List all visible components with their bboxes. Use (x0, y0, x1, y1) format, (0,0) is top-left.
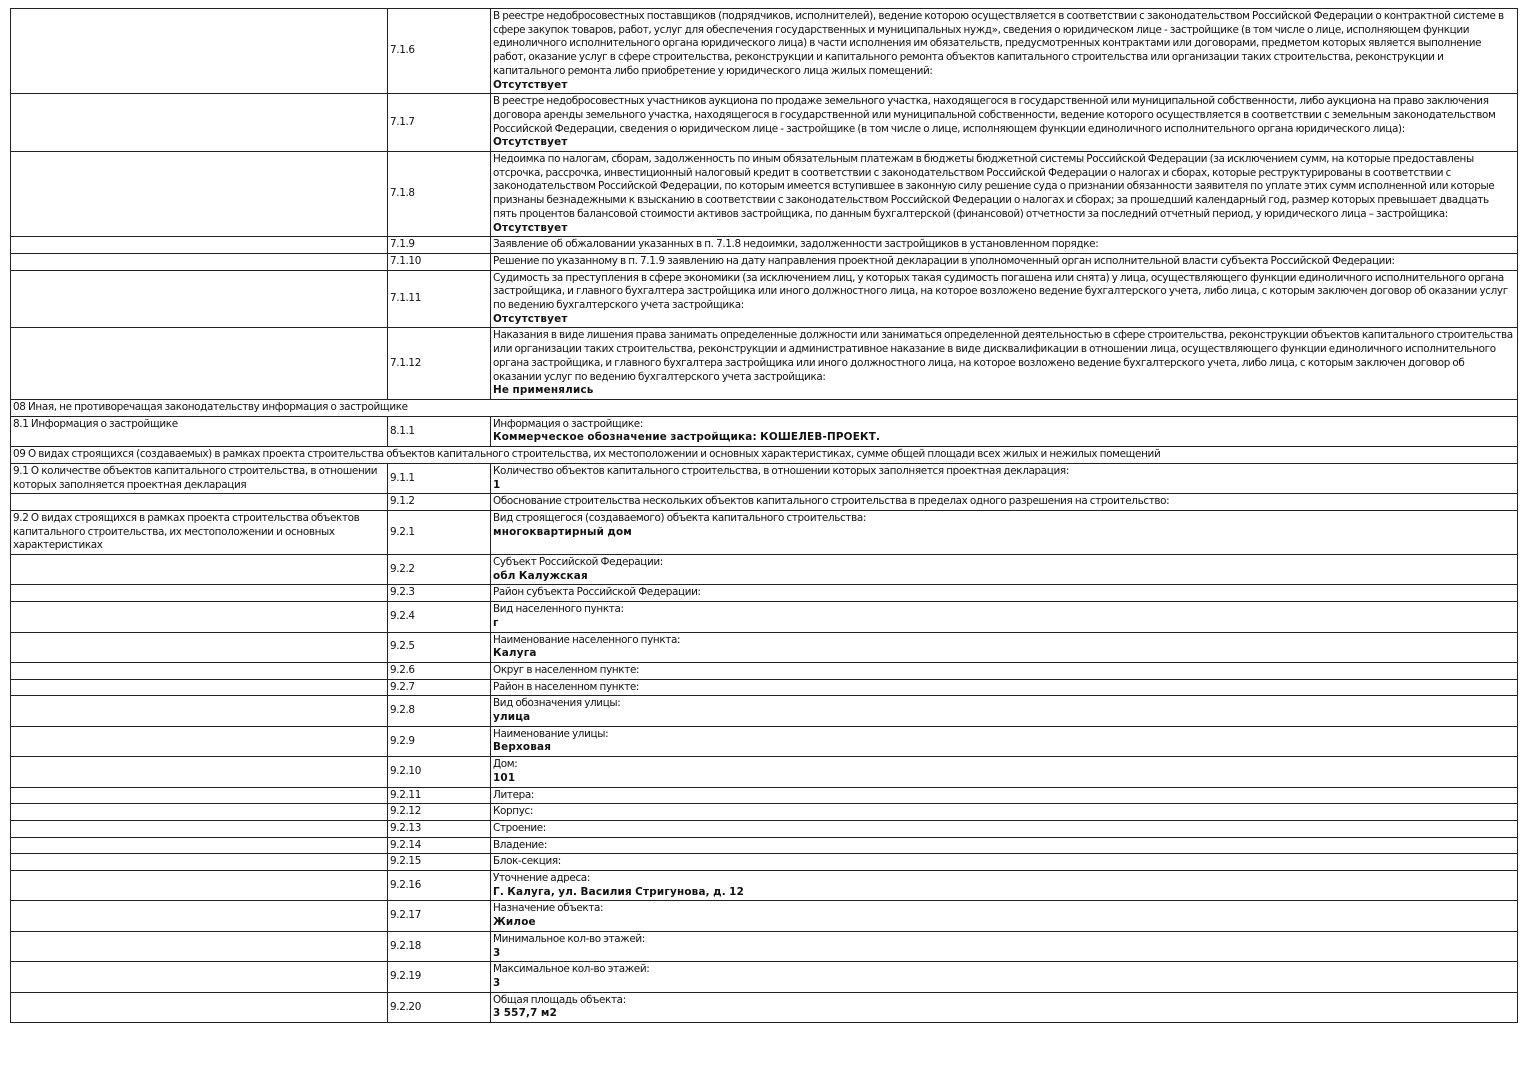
item-description: Информация о застройщике: (493, 417, 643, 430)
item-content (491, 9, 1518, 94)
table-row (11, 662, 1518, 679)
item-value: г (493, 616, 499, 629)
item-value: Калуга (493, 647, 537, 660)
item-content (491, 696, 1518, 726)
item-code: 9.2.14 (388, 837, 491, 854)
item-content (491, 328, 1518, 400)
item-description: Субъект Российской Федерации: (493, 556, 663, 569)
item-value: 3 557,7 м2 (493, 1007, 558, 1020)
table-row (11, 152, 1518, 237)
item-code: 9.2.17 (388, 901, 491, 931)
item-code: 9.2.1 (388, 510, 491, 554)
item-description: Район субъекта Российской Федерации: (493, 586, 701, 599)
subsection-label (11, 820, 388, 837)
item-content (491, 463, 1518, 493)
item-value: Жилое (493, 916, 536, 929)
table-row (11, 602, 1518, 632)
item-code: 9.1.1 (388, 463, 491, 493)
item-code: 9.2.8 (388, 696, 491, 726)
subsection-label (11, 253, 388, 270)
item-code: 7.1.6 (388, 9, 491, 94)
section-title: 09 О видах строящихся (создаваемых) в рамках проекта строительства объектов капитального строительства, их местоположении и основных характеристиках, сумме общей площади всех жилых и нежилых помещений (11, 447, 1518, 464)
table-row (11, 416, 1518, 446)
table-body (11, 9, 1518, 1023)
item-value: Не применялись (493, 384, 594, 397)
item-value: 3 (493, 977, 501, 989)
item-description: Строение: (493, 821, 546, 834)
item-description: Общая площадь объекта: (493, 993, 626, 1006)
table-row (11, 726, 1518, 756)
table-row (11, 463, 1518, 493)
item-content (491, 787, 1518, 804)
subsection-label (11, 328, 388, 400)
table-row (11, 94, 1518, 152)
item-content (491, 602, 1518, 632)
item-description: Количество объектов капитального строительства, в отношении которых заполняется проектная декларация: (493, 464, 1069, 477)
item-content (491, 253, 1518, 270)
item-content (491, 820, 1518, 837)
item-value: 101 (493, 771, 516, 784)
subsection-label (11, 962, 388, 992)
item-content (491, 416, 1518, 446)
subsection-label (11, 757, 388, 787)
item-code: 7.1.10 (388, 253, 491, 270)
item-description: Обоснование строительства нескольких объектов капитального строительства в пределах одного разрешения на строительство: (493, 495, 1170, 508)
table-row (11, 9, 1518, 94)
item-value: Коммерческое обозначение застройщика: КОШЕЛЕВ-ПРОЕКТ. (493, 431, 881, 444)
subsection-label (11, 679, 388, 696)
item-value: многоквартирный дом (493, 525, 632, 538)
subsection-label (11, 837, 388, 854)
item-code: 7.1.8 (388, 152, 491, 237)
item-content (491, 270, 1518, 328)
table-row (11, 494, 1518, 511)
item-content (491, 494, 1518, 511)
item-code: 9.2.3 (388, 585, 491, 602)
item-content (491, 901, 1518, 931)
table-row (11, 270, 1518, 328)
item-code: 9.2.15 (388, 854, 491, 871)
item-description: Недоимка по налогам, сборам, задолженность по иным обязательным платежам в бюджеты бюджетной системы Российской Федерации (за исключением сумм, на которые предоставлены отсрочка, рассрочка, инвестиционный налоговый кредит в соответствии с законодательством Российской Федерации о налогах и сборах, которые реструктурированы в соответствии с законодательством Российской Федерации, по которым имеется вступившее в законную силу решение суда о признании обязанности заявителя по уплате этих сумм исполненной или которые признаны безнадежными к взысканию в соответствии с законодательством Российской Федерации о налогах и сборах; за прошедший календарный год, размер которых превышает двадцать пять процентов балансовой стоимости активов застройщика, по данным бухгалтерской (финансовой) отчетности за последний отчетный период, у юридического лица – застройщика: (493, 153, 1495, 220)
item-value: Отсутствует (493, 312, 568, 325)
item-content (491, 837, 1518, 854)
subsection-label: 9.1 О количестве объектов капитального строительства, в отношении которых заполняется проектная декларация (11, 463, 388, 493)
subsection-label (11, 992, 388, 1022)
table-row (11, 820, 1518, 837)
item-description: Решение по указанному в п. 7.1.9 заявлению на дату направления проектной декларации в уполномоченный орган исполнительной власти субъекта Российской Федерации: (493, 254, 1395, 267)
item-code: 9.2.2 (388, 555, 491, 585)
item-description: Вид строящегося (создаваемого) объекта капитального строительства: (493, 511, 867, 524)
item-value: Отсутствует (493, 78, 568, 91)
item-content (491, 871, 1518, 901)
item-content (491, 632, 1518, 662)
subsection-label (11, 726, 388, 756)
table-row (11, 992, 1518, 1022)
table-row (11, 757, 1518, 787)
section-header-row (11, 399, 1518, 416)
subsection-label (11, 931, 388, 961)
item-description: Уточнение адреса: (493, 872, 590, 885)
item-content (491, 854, 1518, 871)
item-description: Район в населенном пункте: (493, 680, 640, 693)
item-description: Судимость за преступления в сфере экономики (за исключением лиц, у которых такая судимость погашена или снята) у лица, осуществляющего функции единоличного исполнительного органа застройщика, и главного бухгалтера застройщика или иного должностного лица, на которое возложено ведение бухгалтерского учета, либо лица, с которым заключен договор об оказании услуг по ведению бухгалтерского учета застройщика: (493, 271, 1508, 312)
item-code: 9.2.20 (388, 992, 491, 1022)
subsection-label (11, 270, 388, 328)
item-description: Наименование улицы: (493, 727, 609, 740)
item-code: 9.2.18 (388, 931, 491, 961)
table-row (11, 253, 1518, 270)
table-row (11, 696, 1518, 726)
table-row (11, 585, 1518, 602)
item-value: 3 (493, 946, 501, 959)
subsection-label (11, 9, 388, 94)
table-row (11, 679, 1518, 696)
item-content (491, 510, 1518, 554)
declaration-table (10, 8, 1518, 1023)
subsection-label (11, 94, 388, 152)
table-row (11, 854, 1518, 871)
table-row (11, 804, 1518, 821)
item-code: 7.1.11 (388, 270, 491, 328)
table-row (11, 237, 1518, 254)
table-row (11, 510, 1518, 554)
item-code: 7.1.9 (388, 237, 491, 254)
table-row (11, 871, 1518, 901)
subsection-label (11, 787, 388, 804)
item-value: Отсутствует (493, 221, 568, 234)
item-description: Минимальное кол-во этажей: (493, 932, 645, 945)
item-value: Г. Калуга, ул. Василия Стригунова, д. 12 (493, 885, 745, 898)
item-content (491, 962, 1518, 992)
subsection-label: 9.2 О видах строящихся в рамках проекта строительства объектов капитального строительства, их местоположении и основных характеристиках (11, 510, 388, 554)
table-row (11, 632, 1518, 662)
item-code: 9.2.5 (388, 632, 491, 662)
item-code: 7.1.12 (388, 328, 491, 400)
item-code: 7.1.7 (388, 94, 491, 152)
item-content (491, 237, 1518, 254)
item-description: Заявление об обжаловании указанных в п. 7.1.8 недоимки, задолженности застройщиков в установленном порядке: (493, 238, 1099, 251)
subsection-label (11, 871, 388, 901)
item-code: 9.2.9 (388, 726, 491, 756)
subsection-label (11, 804, 388, 821)
item-description: Литера: (493, 788, 535, 801)
item-description: Назначение объекта: (493, 902, 604, 915)
item-content (491, 931, 1518, 961)
subsection-label (11, 152, 388, 237)
subsection-label (11, 602, 388, 632)
item-description: Владение: (493, 838, 548, 851)
item-description: Корпус: (493, 805, 534, 818)
item-value: Отсутствует (493, 136, 568, 149)
item-value: улица (493, 711, 531, 724)
subsection-label (11, 662, 388, 679)
item-content (491, 679, 1518, 696)
item-content (491, 757, 1518, 787)
item-code: 9.2.4 (388, 602, 491, 632)
table-row (11, 931, 1518, 961)
item-code: 9.2.13 (388, 820, 491, 837)
item-code: 9.2.7 (388, 679, 491, 696)
item-code: 9.2.12 (388, 804, 491, 821)
item-content (491, 726, 1518, 756)
subsection-label (11, 901, 388, 931)
item-description: Наказания в виде лишения права занимать определенные должности или заниматься определенной деятельностью в сфере строительства, реконструкции объектов капитального строительства или организации таких строительства, реконструкции и административное наказание в виде дисквалификации в отношении лица, осуществляющего функции единоличного исполнительного органа застройщика, и главного бухгалтера застройщика или иного должностного лица, на которое возложено ведение бухгалтерского учета, либо лица, с которым заключен договор об оказании услуг по ведению бухгалтерского учета застройщика: (493, 329, 1513, 383)
item-code: 9.2.11 (388, 787, 491, 804)
item-content (491, 992, 1518, 1022)
subsection-label: 8.1 Информация о застройщике (11, 416, 388, 446)
item-description: Дом: (493, 758, 518, 771)
table-row (11, 787, 1518, 804)
table-row (11, 962, 1518, 992)
subsection-label (11, 555, 388, 585)
item-description: В реестре недобросовестных участников аукциона по продаже земельного участка, находящегося в государственной или муниципальной собственности, либо аукциона на право заключения договора аренды земельного участка, находящегося в государственной или муниципальной собственности, ведение которого осуществляется в соответствии с земельным законодательством Российской Федерации, сведения о юридическом лице - застройщике (в том числе о лице, исполняющем функции единоличного исполнительного органа юридического лица): (493, 95, 1496, 135)
item-content (491, 662, 1518, 679)
subsection-label (11, 696, 388, 726)
table-row (11, 837, 1518, 854)
table-row (11, 328, 1518, 400)
item-content (491, 804, 1518, 821)
item-content (491, 555, 1518, 585)
item-description: Вид обозначения улицы: (493, 697, 621, 710)
item-code: 9.2.10 (388, 757, 491, 787)
item-value: Верховая (493, 741, 552, 754)
subsection-label (11, 854, 388, 871)
item-code: 8.1.1 (388, 416, 491, 446)
section-header-row (11, 447, 1518, 464)
item-content (491, 94, 1518, 152)
subsection-label (11, 585, 388, 602)
table-row (11, 901, 1518, 931)
item-description: В реестре недобросовестных поставщиков (подрядчиков, исполнителей), ведение которою осуществляется в соответствии с законодательством Российской Федерации о контрактной системе в сфере закупок товаров, работ, услуг для обеспечения государственных и муниципальных нужд», сведения о юридическом лице - застройщике (в том числе о лице, исполняющем функции единоличного исполнительного органа юридического лица) в части исполнения им обязательств, предусмотренных контрактами или договорами, предметом которых является выполнение работ, оказание услуг в сфере строительства, реконструкции и капитального ремонта объектов капитального строительства или организации таких строительства, реконструкции и капитального ремонта либо приобретение у юридического лица жилых помещений: (493, 10, 1504, 77)
subsection-label (11, 494, 388, 511)
item-description: Вид населенного пункта: (493, 603, 624, 616)
item-code: 9.2.19 (388, 962, 491, 992)
item-description: Блок-секция: (493, 855, 561, 868)
item-content (491, 152, 1518, 237)
item-value: обл Калужская (493, 569, 588, 582)
item-code: 9.2.6 (388, 662, 491, 679)
subsection-label (11, 237, 388, 254)
item-description: Наименование населенного пункта: (493, 633, 681, 646)
subsection-label (11, 632, 388, 662)
item-code: 9.2.16 (388, 871, 491, 901)
item-description: Максимальное кол-во этажей: (493, 963, 650, 976)
item-code: 9.1.2 (388, 494, 491, 511)
item-value: 1 (493, 478, 501, 491)
item-description: Округ в населенном пункте: (493, 663, 640, 676)
table-row (11, 555, 1518, 585)
item-content (491, 585, 1518, 602)
section-title: 08 Иная, не противоречащая законодательству информация о застройщике (11, 399, 1518, 416)
